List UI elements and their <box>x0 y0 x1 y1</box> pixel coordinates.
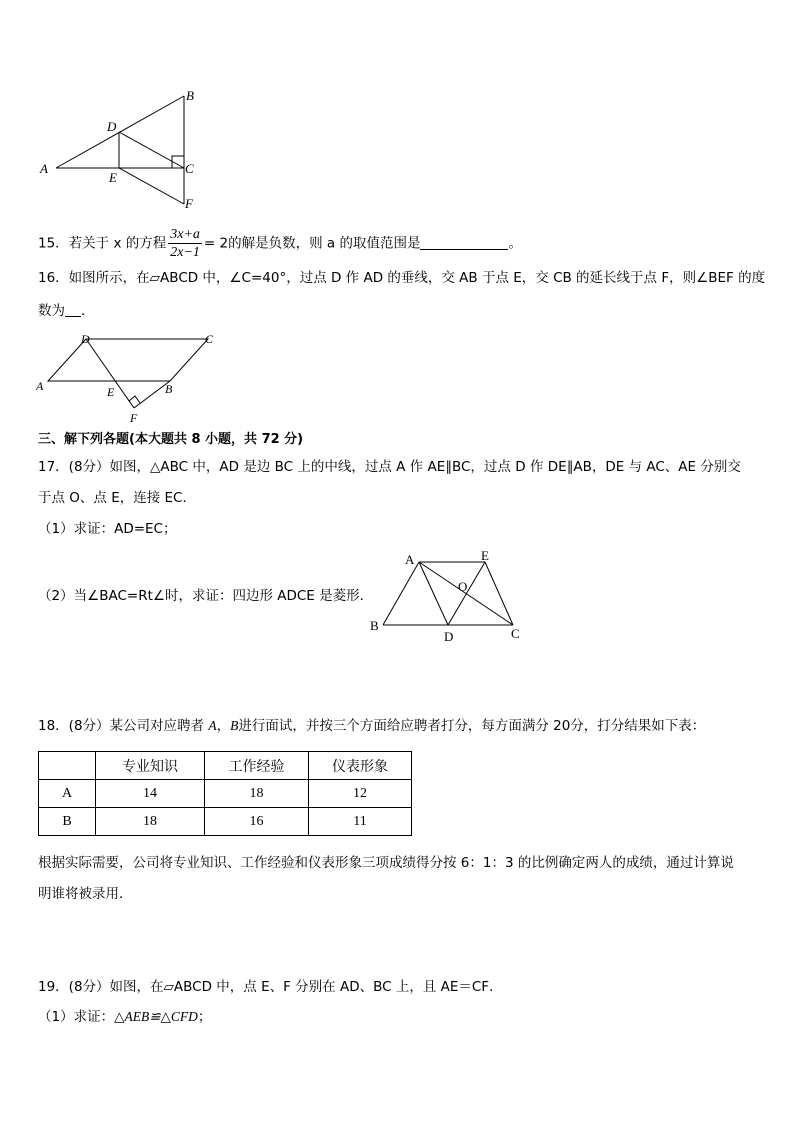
question-17-line-2: 于点 O、点 E，连接 EC． <box>38 490 196 506</box>
table-row <box>39 780 412 808</box>
answer-blank[interactable] <box>65 302 81 317</box>
figure-q17 <box>364 548 534 648</box>
label-A: A <box>40 161 48 176</box>
table-cell: 14 <box>96 780 205 808</box>
question-15: 15．若关于 x 的方程 $\frac{3x+a}{2x-1}$ = 2的解是负数，则 a 的取值范围是 。 <box>38 227 522 260</box>
question-18: 18．(8分）某公司对应聘者 A，B进行面试，并按三个方面给应聘者打分，每方面满分 20分，打分结果如下表： <box>38 718 706 734</box>
label-B: B <box>165 382 173 396</box>
table-header-cell <box>39 752 96 780</box>
table-cell: 18 <box>96 808 205 836</box>
table-cell: 11 <box>309 808 412 836</box>
question-18-after-1: 根据实际需要，公司将专业知识、工作经验和仪表形象三项成绩得分按 6：1：3 的比例确定两人的成绩，通过计算说 <box>38 855 734 871</box>
label-O: O <box>458 579 468 594</box>
question-17-part-1: （1）求证：AD=EC； <box>38 521 177 537</box>
question-17-part-2: （2）当∠BAC=Rt∠时，求证：四边形 ADCE 是菱形． <box>38 588 374 604</box>
label-D: D <box>81 332 90 346</box>
table-cell: 16 <box>205 808 309 836</box>
question-19-part-1: （1）求证：△AEB≌△CFD； <box>38 1009 212 1025</box>
table-cell: A <box>39 780 96 808</box>
table-row <box>39 808 412 836</box>
table-cell: 18 <box>205 780 309 808</box>
table-header-cell: 专业知识 <box>96 752 205 780</box>
label-E: E <box>107 385 115 399</box>
label-A: A <box>405 552 415 567</box>
label-C: C <box>511 626 520 641</box>
table-cell: 12 <box>309 780 412 808</box>
label-D: D <box>107 119 117 134</box>
figure-q14 <box>38 86 218 211</box>
question-16-line-1: 16．如图所示，在▱ABCD 中，∠C=40°，过点 D 作 AD 的垂线，交 AB 于点 E，交 CB 的延长线于点 F，则∠BEF 的度 <box>38 270 766 286</box>
score-table <box>38 751 412 836</box>
label-B: B <box>370 618 379 633</box>
question-19-line-1: 19．(8分）如图，在▱ABCD 中，点 E、F 分别在 AD、BC 上，且 AE＝CF． <box>38 979 503 995</box>
table-header-cell: 工作经验 <box>205 752 309 780</box>
figure-q16 <box>36 330 226 425</box>
table-cell: B <box>39 808 96 836</box>
question-17-line-1: 17．(8分）如图，△ABC 中，AD 是边 BC 上的中线，过点 A 作 AE∥BC，过点 D 作 DE∥AB，DE 与 AC、AE 分别交 <box>38 459 741 475</box>
label-C: C <box>205 332 214 346</box>
table-header-cell: 仪表形象 <box>309 752 412 780</box>
question-16-line-2: 数为 ． <box>38 303 95 319</box>
label-C: C <box>185 161 194 176</box>
label-D: D <box>444 629 454 644</box>
label-F: F <box>130 411 138 425</box>
label-F: F <box>185 196 193 211</box>
label-E: E <box>481 548 489 563</box>
table-header-row <box>39 752 412 780</box>
equation-fraction: $\frac{3x+a}{2x-1}$ <box>170 227 200 260</box>
label-E: E <box>109 170 117 185</box>
label-A: A <box>36 379 44 393</box>
question-18-after-2: 明谁将被录用． <box>38 886 133 902</box>
section-title: 三、解下列各题(本大题共 8 小题，共 72 分) <box>38 432 304 447</box>
answer-blank[interactable] <box>420 235 508 250</box>
label-B: B <box>186 88 194 103</box>
